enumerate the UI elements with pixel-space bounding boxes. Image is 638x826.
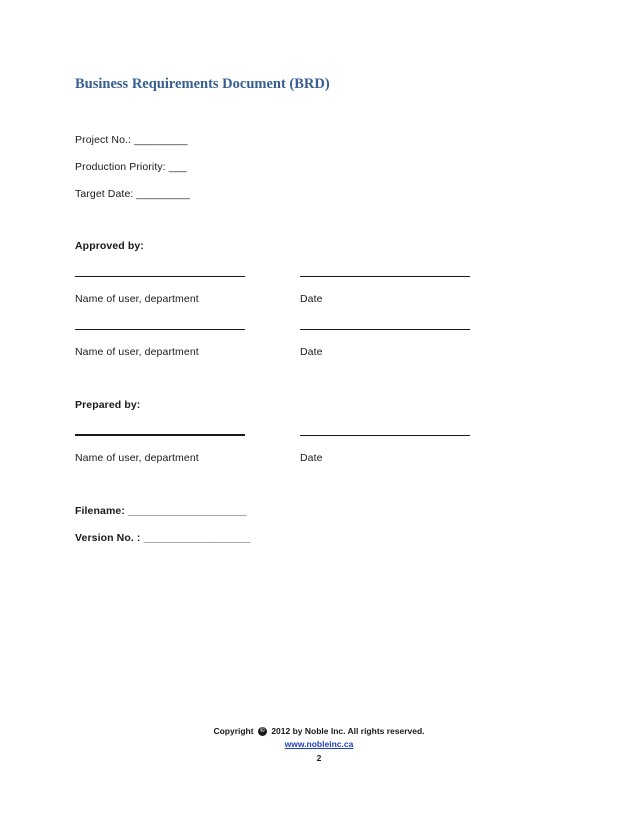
prepared-by-heading: Prepared by:: [75, 399, 141, 411]
approver-1-name-label: Name of user, department: [75, 293, 199, 305]
preparer-name-label: Name of user, department: [75, 452, 199, 464]
approver-1-signature-line: [75, 276, 245, 277]
approver-1-date-label: Date: [300, 293, 323, 305]
filename-field: Filename: ____________________: [75, 505, 247, 517]
footer-link-row: [0, 739, 638, 749]
project-number-field: Project No.: _________: [75, 134, 188, 146]
version-number-field: Version No. : __________________: [75, 532, 251, 544]
copyright-prefix: Copyright: [213, 726, 254, 736]
approver-1-date-line: [300, 276, 470, 277]
approver-2-date-line: [300, 329, 470, 330]
preparer-signature-line: [75, 434, 245, 436]
footer-copyright: [0, 726, 638, 736]
production-priority-field: Production Priority: ___: [75, 161, 187, 173]
preparer-date-label: Date: [300, 452, 323, 464]
approved-by-heading: Approved by:: [75, 240, 144, 252]
document-title: Business Requirements Document (BRD): [75, 76, 330, 92]
preparer-date-line: [300, 435, 470, 436]
copyright-icon: ©: [258, 727, 267, 736]
target-date-field: Target Date: _________: [75, 188, 190, 200]
website-link[interactable]: www.nobleinc.ca: [284, 739, 354, 749]
approver-2-name-label: Name of user, department: [75, 346, 199, 358]
copyright-text: 2012 by Noble Inc. All rights reserved.: [271, 726, 425, 736]
approver-2-date-label: Date: [300, 346, 323, 358]
approver-2-signature-line: [75, 329, 245, 330]
page-number: 2: [316, 753, 322, 763]
